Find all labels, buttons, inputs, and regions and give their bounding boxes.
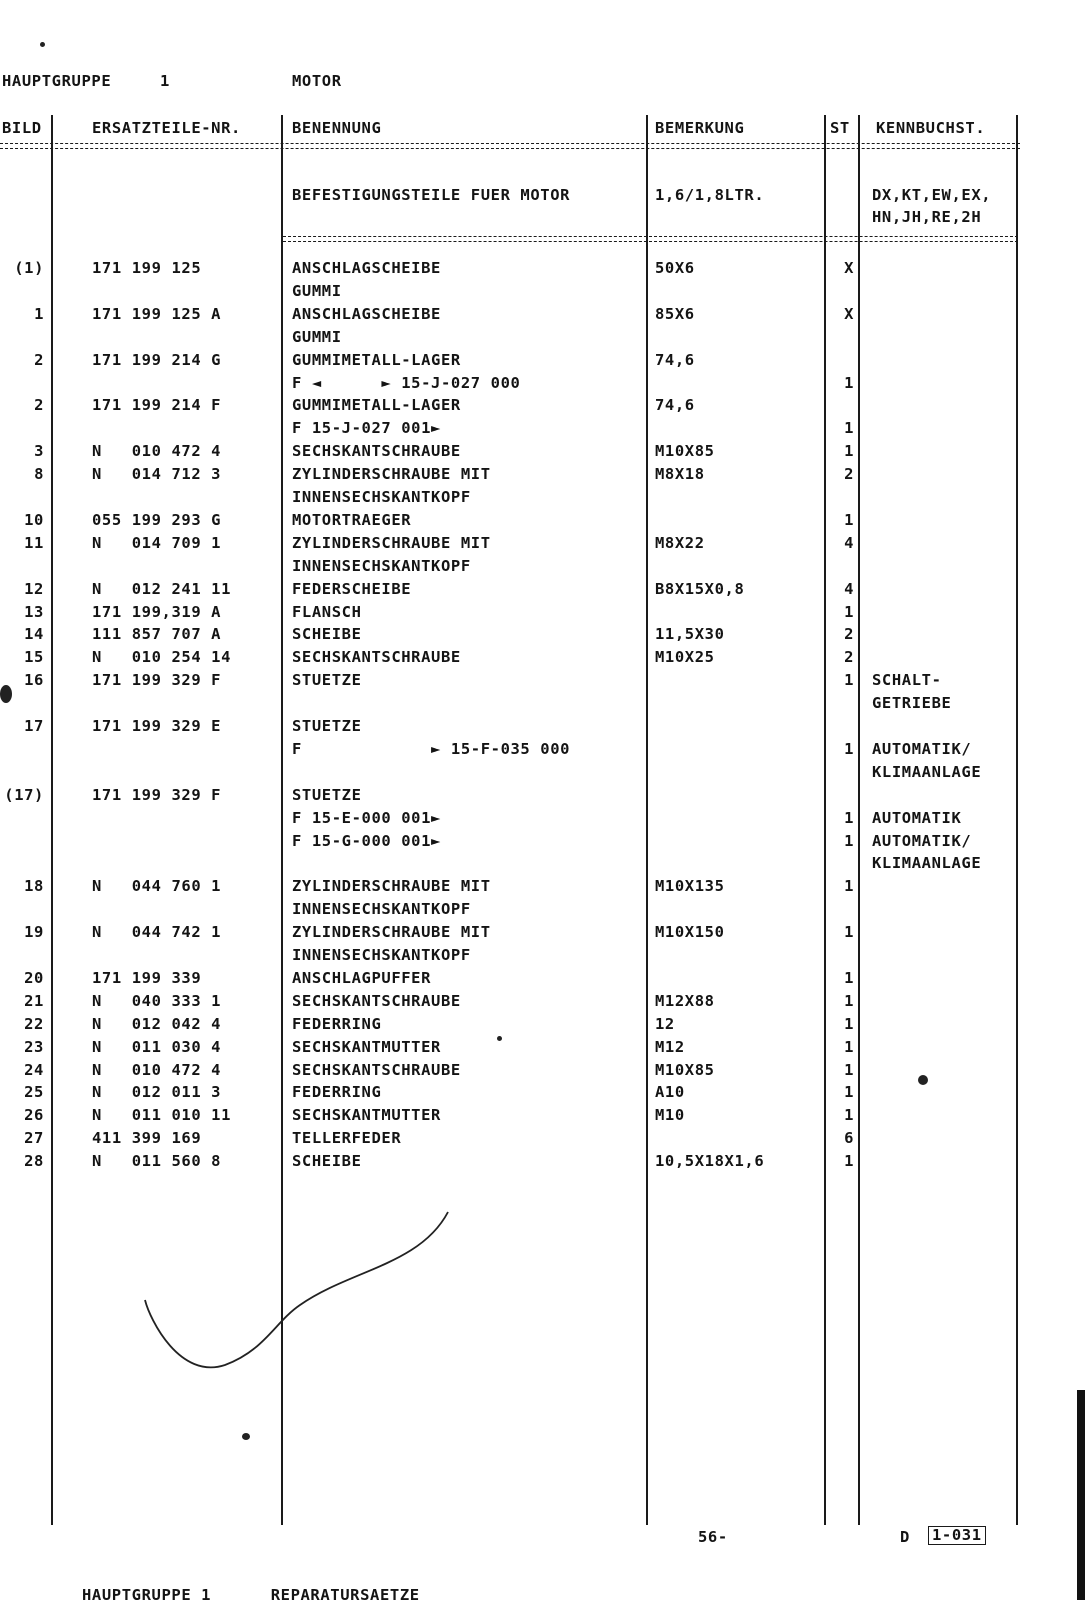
part-name: SCHEIBE	[292, 625, 362, 644]
part-codes: AUTOMATIK/	[872, 831, 972, 850]
part-number: 171 199 214 G	[92, 350, 222, 369]
part-remark: M10X150	[655, 923, 725, 942]
part-name: MOTORTRAEGER	[292, 510, 412, 529]
part-number: N 014 712 3	[92, 465, 222, 484]
bild-number: 25	[24, 1083, 44, 1102]
part-name: F ◄ ► 15-J-027 000	[292, 373, 521, 392]
part-name: FEDERRING	[292, 1083, 382, 1102]
part-number: N 012 011 3	[92, 1083, 222, 1102]
part-name: GUMMI	[292, 281, 342, 300]
part-name: STUETZE	[292, 785, 362, 804]
part-quantity: 1	[844, 1083, 854, 1102]
part-quantity: 4	[844, 533, 854, 552]
part-quantity: 2	[844, 625, 854, 644]
part-remark: M8X18	[655, 465, 705, 484]
bild-number: 24	[24, 1060, 44, 1079]
part-name: F ► 15-F-035 000	[292, 739, 571, 758]
bild-number: 8	[34, 465, 44, 484]
part-codes: KLIMAANLAGE	[872, 854, 982, 873]
part-remark: 12	[655, 1014, 675, 1033]
bild-number: 23	[24, 1037, 44, 1056]
scan-speck	[0, 685, 12, 703]
part-remark: M10	[655, 1106, 685, 1125]
part-quantity: 1	[844, 877, 854, 896]
part-remark: M10X25	[655, 648, 715, 667]
part-quantity: 1	[844, 442, 854, 461]
group-name: MOTOR	[292, 72, 342, 90]
part-remark: 74,6	[655, 396, 695, 415]
part-quantity: 1	[844, 1106, 854, 1125]
next-group-heading: HAUPTGRUPPE 1 REPARATURSAETZE	[82, 1586, 420, 1604]
part-remark: 10,5X18X1,6	[655, 1152, 765, 1171]
bild-number: 28	[24, 1152, 44, 1171]
part-codes: AUTOMATIK	[872, 808, 962, 827]
part-number: N 011 030 4	[92, 1037, 222, 1056]
part-quantity: 1	[844, 968, 854, 987]
part-name: F 15-J-027 001►	[292, 419, 441, 438]
bild-number: 21	[24, 991, 44, 1010]
scan-speck	[497, 1036, 502, 1041]
part-quantity: 6	[844, 1129, 854, 1148]
part-number: N 011 560 8	[92, 1152, 222, 1171]
part-quantity: 4	[844, 579, 854, 598]
col-header-kennbuchst: KENNBUCHST.	[876, 119, 986, 137]
bild-number: 13	[24, 602, 44, 621]
part-name: SECHSKANTSCHRAUBE	[292, 442, 461, 461]
part-number: 171 199 339	[92, 968, 202, 987]
part-name: STUETZE	[292, 671, 362, 690]
section-codes: HN,JH,RE,2H	[872, 208, 982, 226]
part-name: INNENSECHSKANTKOPF	[292, 556, 471, 575]
group-label: HAUPTGRUPPE	[2, 72, 112, 90]
part-number: 171 199 214 F	[92, 396, 222, 415]
part-name: INNENSECHSKANTKOPF	[292, 946, 471, 964]
part-remark: M10X135	[655, 877, 725, 896]
bild-number: (1)	[14, 259, 44, 277]
part-number: N 044 742 1	[92, 923, 222, 942]
part-name: ZYLINDERSCHRAUBE MIT	[292, 923, 491, 942]
part-remark: 50X6	[655, 259, 695, 277]
part-name: GUMMI	[292, 327, 342, 346]
part-codes: AUTOMATIK/	[872, 739, 972, 758]
part-number: N 012 241 11	[92, 579, 232, 598]
part-number: 171 199 329 E	[92, 717, 222, 735]
bild-number: 14	[24, 625, 44, 644]
bild-number: 2	[34, 396, 44, 415]
part-remark: M12	[655, 1037, 685, 1056]
part-number: 171 199 329 F	[92, 671, 222, 690]
part-quantity: 1	[844, 739, 854, 758]
part-number: N 012 042 4	[92, 1014, 222, 1033]
part-quantity: 2	[844, 465, 854, 484]
part-name: SECHSKANTMUTTER	[292, 1106, 441, 1125]
part-number: 111 857 707 A	[92, 625, 222, 644]
part-remark: M12X88	[655, 991, 715, 1010]
col-header-bild: BILD	[2, 119, 42, 137]
bild-number: 3	[34, 442, 44, 461]
part-quantity: X	[844, 304, 854, 323]
scan-speck	[918, 1075, 928, 1085]
col-header-st: ST	[830, 119, 850, 137]
part-quantity: 1	[844, 510, 854, 529]
part-number: 411 399 169	[92, 1129, 202, 1148]
bild-number: 17	[24, 717, 44, 735]
part-quantity: 1	[844, 923, 854, 942]
part-number: N 044 760 1	[92, 877, 222, 896]
part-quantity: 1	[844, 602, 854, 621]
bild-number: 10	[24, 510, 44, 529]
part-name: ZYLINDERSCHRAUBE MIT	[292, 465, 491, 484]
bild-number: 12	[24, 579, 44, 598]
bild-number: 2	[34, 350, 44, 369]
part-number: N 010 254 14	[92, 648, 232, 667]
language-code: D	[900, 1528, 910, 1546]
bild-number: (17)	[4, 785, 44, 804]
bild-number: 27	[24, 1129, 44, 1148]
part-quantity: 1	[844, 1152, 854, 1171]
part-quantity: 1	[844, 1037, 854, 1056]
part-quantity: 1	[844, 808, 854, 827]
bild-number: 15	[24, 648, 44, 667]
part-remark: A10	[655, 1083, 685, 1102]
part-remark: M10X85	[655, 442, 715, 461]
catalog-code: 1-031	[928, 1526, 986, 1545]
part-name: ZYLINDERSCHRAUBE MIT	[292, 877, 491, 896]
bild-number: 19	[24, 923, 44, 942]
part-quantity: 1	[844, 831, 854, 850]
col-header-ersatzteile-nr: ERSATZTEILE-NR.	[92, 119, 241, 137]
bild-number: 16	[24, 671, 44, 690]
part-quantity: 1	[844, 991, 854, 1010]
part-number: N 011 010 11	[92, 1106, 232, 1125]
bild-number: 11	[24, 533, 44, 552]
part-remark: B8X15X0,8	[655, 579, 745, 598]
part-number: N 010 472 4	[92, 1060, 222, 1079]
col-header-benennung: BENENNUNG	[292, 119, 382, 137]
part-number: 055 199 293 G	[92, 510, 222, 529]
part-name: ANSCHLAGSCHEIBE	[292, 304, 441, 323]
part-name: F 15-G-000 001►	[292, 831, 441, 850]
part-codes: SCHALT-	[872, 671, 942, 690]
part-name: F 15-E-000 001►	[292, 808, 441, 827]
scan-speck	[242, 1433, 250, 1440]
part-name: FEDERSCHEIBE	[292, 579, 412, 598]
part-quantity: 2	[844, 648, 854, 667]
part-number: 171 199 125 A	[92, 304, 222, 323]
part-codes: KLIMAANLAGE	[872, 762, 982, 781]
part-name: ANSCHLAGPUFFER	[292, 968, 432, 987]
scan-edge	[1077, 1390, 1085, 1600]
part-number: 171 199,319 A	[92, 602, 222, 621]
group-number: 1	[160, 72, 170, 90]
part-number: 171 199 125	[92, 259, 202, 277]
bild-number: 26	[24, 1106, 44, 1125]
bild-number: 22	[24, 1014, 44, 1033]
part-quantity: 1	[844, 373, 854, 392]
part-name: SECHSKANTSCHRAUBE	[292, 648, 461, 667]
part-quantity: X	[844, 259, 854, 277]
scan-speck	[40, 42, 45, 47]
page-number: 56-	[698, 1528, 728, 1546]
part-name: FEDERRING	[292, 1014, 382, 1033]
part-quantity: 1	[844, 419, 854, 438]
part-name: INNENSECHSKANTKOPF	[292, 900, 471, 919]
bild-number: 18	[24, 877, 44, 896]
part-remark: 85X6	[655, 304, 695, 323]
part-name: ANSCHLAGSCHEIBE	[292, 259, 441, 277]
part-quantity: 1	[844, 1060, 854, 1079]
part-number: 171 199 329 F	[92, 785, 222, 804]
part-remark: 74,6	[655, 350, 695, 369]
section-title: BEFESTIGUNGSTEILE FUER MOTOR	[292, 186, 571, 204]
part-remark: M10X85	[655, 1060, 715, 1079]
part-name: GUMMIMETALL-LAGER	[292, 350, 461, 369]
part-name: TELLERFEDER	[292, 1129, 402, 1148]
part-remark: M8X22	[655, 533, 705, 552]
part-name: FLANSCH	[292, 602, 362, 621]
bild-number: 20	[24, 968, 44, 987]
section-remark: 1,6/1,8LTR.	[655, 186, 765, 204]
part-codes: GETRIEBE	[872, 694, 952, 713]
part-name: SECHSKANTSCHRAUBE	[292, 991, 461, 1010]
part-quantity: 1	[844, 1014, 854, 1033]
part-name: GUMMIMETALL-LAGER	[292, 396, 461, 415]
bild-number: 1	[34, 304, 44, 323]
col-header-bemerkung: BEMERKUNG	[655, 119, 745, 137]
section-codes: DX,KT,EW,EX,	[872, 186, 992, 204]
part-number: N 010 472 4	[92, 442, 222, 461]
part-name: ZYLINDERSCHRAUBE MIT	[292, 533, 491, 552]
part-name: STUETZE	[292, 717, 362, 735]
part-remark: 11,5X30	[655, 625, 725, 644]
part-number: N 040 333 1	[92, 991, 222, 1010]
part-quantity: 1	[844, 671, 854, 690]
part-name: SCHEIBE	[292, 1152, 362, 1171]
part-name: INNENSECHSKANTKOPF	[292, 488, 471, 506]
part-number: N 014 709 1	[92, 533, 222, 552]
part-name: SECHSKANTSCHRAUBE	[292, 1060, 461, 1079]
part-name: SECHSKANTMUTTER	[292, 1037, 441, 1056]
